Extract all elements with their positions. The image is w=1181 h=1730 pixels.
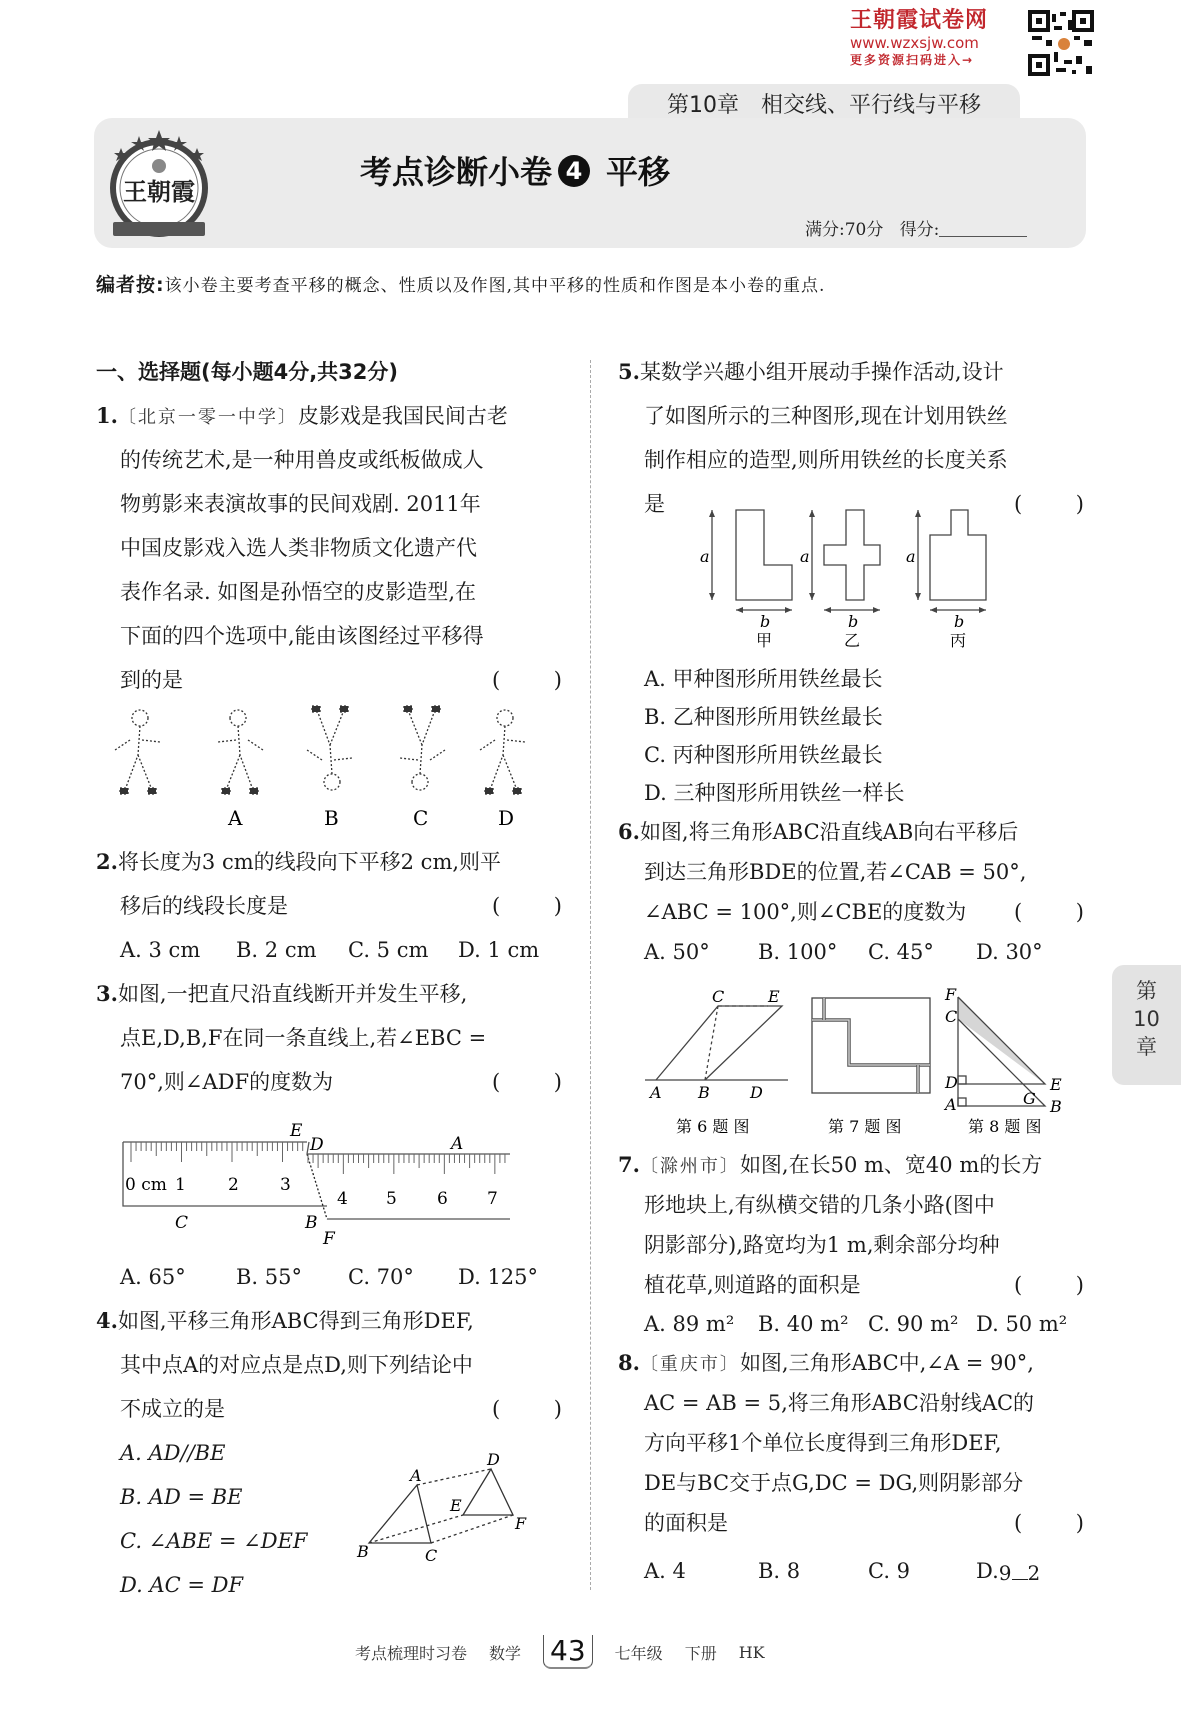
point-d: D (487, 1450, 500, 1469)
question-6 (618, 812, 1084, 972)
q8-line: 方向平移1个单位长度得到三角形DEF, (644, 1431, 1002, 1455)
puppet-original (115, 710, 160, 794)
q4-line: 不成立的是 (120, 1397, 225, 1421)
option-a[interactable]: A. 50° (644, 940, 710, 964)
q1-label-b: B (324, 806, 339, 830)
fraction-numerator: 9 (998, 1560, 1012, 1585)
chapter-tab: 第10章 相交线、平行线与平移 (628, 84, 1020, 128)
q8-line: 的面积是 (644, 1511, 728, 1535)
point-f: F (515, 1514, 527, 1533)
point-e: E (290, 1121, 303, 1141)
page-number: 43 (543, 1635, 593, 1669)
q5-line: 了如图所示的三种图形,现在计划用铁丝 (644, 404, 1008, 428)
fraction-denominator: 2 (1027, 1560, 1041, 1585)
label-bing: 丙 (950, 631, 967, 650)
option-c[interactable]: C. 45° (868, 940, 934, 964)
option-b[interactable]: B. 8 (758, 1559, 801, 1583)
option-c[interactable]: C. 90 m² (868, 1312, 959, 1336)
shape-jia (736, 510, 792, 600)
answer-blank[interactable]: ( ) (1014, 900, 1084, 924)
fig6-point-d: D (750, 1083, 763, 1102)
q5-line: 某数学兴趣小组开展动手操作活动,设计 (639, 360, 1004, 384)
point-a: A (410, 1466, 422, 1485)
footer-subject: 数学 (489, 1643, 522, 1663)
point-e: E (450, 1496, 462, 1515)
q1-line: 中国皮影戏入选人类非物质文化遗产代 (120, 536, 477, 560)
question-5 (618, 350, 1084, 526)
answer-blank[interactable]: ( ) (492, 668, 562, 692)
fig6-point-e: E (768, 987, 780, 1006)
option-c[interactable]: C. 丙种图形所用铁丝最长 (644, 743, 883, 767)
editor-note-label: 编者按: (96, 274, 165, 296)
q1-label-d: D (498, 806, 515, 830)
q7-options (618, 1305, 1084, 1343)
option-b[interactable]: B. 2 cm (236, 938, 317, 962)
q6-options (618, 932, 1084, 972)
question-2 (96, 840, 562, 972)
q5-line: 是 (644, 492, 665, 516)
q3-options (96, 1255, 562, 1299)
brand-seal-logo (103, 126, 215, 246)
right-column (618, 350, 1084, 526)
answer-blank[interactable]: ( ) (492, 1397, 562, 1421)
brand-url[interactable]: www.wzxsjw.com (850, 34, 979, 52)
score-label: 得分: (899, 220, 940, 240)
q2-number: 2. (96, 849, 118, 874)
q3-line: 如图,一把直尺沿直线断开并发生平移, (117, 982, 468, 1006)
q8-line: AC = AB = 5,将三角形ABC沿射线AC的 (644, 1391, 1035, 1415)
dim-a-jia: a (700, 547, 710, 566)
figures-6-7-8 (640, 980, 1080, 1135)
q1-line: 表作名录. 如图是孙悟空的皮影造型,在 (120, 580, 477, 604)
puppet-option-c (400, 706, 445, 790)
ruler-tick-2: 2 (228, 1175, 239, 1195)
q1-line: 到的是 (120, 668, 183, 692)
q4-number: 4. (96, 1308, 118, 1333)
footer-book: 考点梳理时习卷 (355, 1643, 468, 1663)
fig8-point-d: D (945, 1073, 958, 1092)
option-d[interactable]: D. 1 cm (458, 938, 540, 962)
q7-line: 如图,在长50 m、宽40 m的长方 (739, 1153, 1043, 1177)
puppet-option-d (480, 710, 525, 794)
q1-label-a: A (228, 806, 243, 830)
side-tab-line: 第 (1136, 979, 1157, 1003)
option-a[interactable]: A. 3 cm (120, 938, 201, 962)
title-number-badge: 4 (558, 155, 590, 187)
answer-blank[interactable]: ( ) (492, 894, 562, 918)
q1-label-c: C (413, 806, 429, 830)
fig8-point-e: E (1050, 1075, 1062, 1094)
option-c[interactable]: C. 70° (348, 1265, 414, 1289)
caption-fig6: 第 6 题 图 (676, 1117, 750, 1135)
brand-block (850, 8, 1040, 68)
qr-code-icon[interactable] (1028, 10, 1094, 76)
point-a: A (451, 1134, 464, 1154)
dim-b-yi: b (848, 612, 859, 631)
q4-line: 其中点A的对应点是点D,则下列结论中 (120, 1353, 473, 1377)
question-8 (618, 1343, 1084, 1599)
ruler-tick-3: 3 (280, 1175, 291, 1195)
label-yi: 乙 (844, 631, 861, 650)
title-topic: 平移 (606, 153, 671, 191)
option-a[interactable]: A. 4 (644, 1559, 686, 1583)
editor-note-text: 该小卷主要考查平移的概念、性质以及作图,其中平移的性质和作图是本小卷的重点. (164, 276, 826, 296)
question-7 (618, 1145, 1084, 1343)
q2-options (96, 928, 562, 972)
shape-yi (824, 510, 880, 600)
fig6-point-a: A (650, 1083, 662, 1102)
q6-line: 到达三角形BDE的位置,若∠CAB = 50°, (644, 860, 1027, 884)
score-line (805, 218, 1027, 242)
q1-number: 1. (96, 403, 118, 428)
ruler-tick-7: 7 (487, 1189, 498, 1209)
answer-blank[interactable]: ( ) (1014, 1273, 1084, 1297)
q3-number: 3. (96, 981, 118, 1006)
ruler-tick-0: 0 cm (125, 1175, 167, 1195)
footer-volume: 下册 (684, 1643, 717, 1663)
q3-ruler-figure (115, 1118, 535, 1248)
column-divider (590, 360, 591, 1590)
point-b: B (357, 1542, 369, 1561)
q2-line: 移后的线段长度是 (120, 894, 288, 918)
option-c[interactable]: C. 5 cm (348, 938, 429, 962)
q6-line: 如图,将三角形ABC沿直线AB向右平移后 (639, 820, 1019, 844)
q1-line: 物剪影来表演故事的民间戏剧. 2011年 (120, 492, 481, 516)
option-b[interactable]: B. 40 m² (758, 1312, 849, 1336)
full-score: 满分:70分 (805, 220, 884, 240)
q7-line: 植花草,则道路的面积是 (644, 1273, 861, 1297)
side-tab-line: 章 (1136, 1035, 1157, 1059)
title-prefix: 考点诊断小卷 (360, 153, 553, 191)
left-column-lower (96, 840, 562, 1104)
page-footer (355, 1635, 855, 1669)
option-d[interactable]: D. AC = DF (120, 1573, 244, 1597)
q8-source: 〔重庆市〕 (639, 1354, 740, 1375)
q7-line: 形地块上,有纵横交错的几条小路(图中 (644, 1193, 995, 1217)
fig8-point-f: F (945, 985, 957, 1004)
q1-line: 的传统艺术,是一种用兽皮或纸板做成人 (120, 448, 484, 472)
q1-figure (110, 700, 570, 830)
option-d[interactable]: D. 125° (458, 1265, 539, 1289)
q8-line: 如图,三角形ABC中,∠A = 90°, (739, 1351, 1034, 1375)
dim-a-yi: a (800, 547, 810, 566)
q6-number: 6. (618, 819, 640, 844)
option-a[interactable]: A. 65° (120, 1265, 186, 1289)
label-jia: 甲 (756, 631, 773, 650)
chapter-side-tab (1112, 965, 1181, 1085)
q5-line: 制作相应的造型,则所用铁丝的长度关系 (644, 448, 1008, 472)
page-title (360, 150, 920, 194)
q5-shapes-figure (700, 505, 1030, 655)
q1-line: 下面的四个选项中,能由该图经过平移得 (120, 624, 484, 648)
fig8-point-b: B (1050, 1097, 1062, 1116)
point-d: D (310, 1135, 324, 1155)
q4-line: 如图,平移三角形ABC得到三角形DEF, (117, 1309, 474, 1333)
puppet-option-a (218, 710, 263, 794)
fraction-nine-halves (999, 1562, 1040, 1584)
svg-text:王朝霞: 王朝霞 (123, 177, 195, 206)
dim-b-jia: b (760, 612, 771, 631)
q7-line: 阴影部分),路宽均为1 m,剩余部分均种 (644, 1233, 1000, 1257)
caption-fig7: 第 7 题 图 (828, 1117, 902, 1135)
fig8-point-a: A (945, 1095, 957, 1114)
shape-bing (930, 510, 986, 600)
dim-a-bing: a (906, 547, 916, 566)
puppet-option-b (307, 706, 352, 790)
option-a[interactable]: A. 甲种图形所用铁丝最长 (644, 667, 883, 691)
option-b[interactable]: B. 55° (236, 1265, 303, 1289)
option-d-label: D. (976, 1559, 999, 1583)
option-d[interactable]: D. 50 m² (976, 1312, 1068, 1336)
option-d[interactable] (976, 1543, 1040, 1599)
figure-6 (645, 1006, 788, 1080)
footer-grade: 七年级 (614, 1643, 663, 1663)
ruler-tick-4: 4 (337, 1189, 348, 1209)
q3-line: 点E,D,B,F在同一条直线上,若∠EBC = (120, 1026, 487, 1050)
answer-blank[interactable]: ( ) (1014, 1511, 1084, 1535)
q7-source: 〔滁州市〕 (639, 1156, 740, 1177)
option-a[interactable]: A. 89 m² (644, 1312, 735, 1336)
ruler-tick-5: 5 (386, 1189, 397, 1209)
fig8-point-c: C (945, 1007, 958, 1026)
option-d[interactable]: D. 30° (976, 940, 1043, 964)
q8-number: 8. (618, 1350, 640, 1375)
figure-7 (812, 998, 930, 1093)
option-b[interactable]: B. AD = BE (120, 1485, 243, 1509)
option-a[interactable]: A. AD//BE (120, 1441, 226, 1465)
q7-number: 7. (618, 1152, 640, 1177)
section-heading: 一、选择题(每小题4分,共32分) (96, 360, 399, 384)
point-f: F (323, 1229, 335, 1248)
q6-line: ∠ABC = 100°,则∠CBE的度数为 (644, 900, 967, 924)
answer-blank[interactable]: ( ) (1014, 492, 1084, 516)
fig8-point-g: G (1023, 1089, 1036, 1108)
right-column-mid (618, 660, 1084, 972)
caption-fig8: 第 8 题 图 (968, 1117, 1042, 1135)
ruler-tick-6: 6 (437, 1189, 448, 1209)
question-1 (96, 394, 562, 702)
question-3 (96, 972, 562, 1104)
side-tab-line: 10 (1133, 1007, 1160, 1031)
right-column-bottom (618, 1145, 1084, 1599)
point-c: C (425, 1546, 438, 1565)
footer-edition: HK (738, 1642, 765, 1662)
q3-line: 70°,则∠ADF的度数为 (120, 1070, 334, 1094)
q1-line: 皮影戏是我国民间古老 (297, 404, 508, 428)
q5-number: 5. (618, 359, 640, 384)
q2-line: 将长度为3 cm的线段向下平移2 cm,则平 (117, 850, 502, 874)
q4-triangle-figure (355, 1445, 535, 1565)
left-column (96, 350, 562, 702)
q1-source: 〔北京一零一中学〕 (117, 407, 298, 428)
score-blank[interactable] (939, 218, 1027, 237)
q8-line: DE与BC交于点G,DC = DG,则阴影部分 (644, 1471, 1024, 1495)
brand-name: 王朝霞试卷网 (850, 8, 989, 33)
ruler-tick-1: 1 (175, 1175, 186, 1195)
answer-blank[interactable]: ( ) (492, 1070, 562, 1094)
fig6-point-c: C (712, 987, 725, 1006)
option-d[interactable]: D. 三种图形所用铁丝一样长 (644, 781, 905, 805)
point-b: B (305, 1213, 318, 1233)
brand-cta: 更多资源扫码进入→ (850, 53, 975, 67)
q8-options (618, 1543, 1084, 1599)
editor-note (96, 272, 825, 299)
dim-b-bing: b (954, 612, 965, 631)
fig6-point-b: B (698, 1083, 710, 1102)
point-c: C (175, 1213, 189, 1233)
option-b[interactable]: B. 乙种图形所用铁丝最长 (644, 705, 883, 729)
option-b[interactable]: B. 100° (758, 940, 838, 964)
option-c[interactable]: C. ∠ABE = ∠DEF (120, 1529, 308, 1553)
option-c[interactable]: C. 9 (868, 1559, 911, 1583)
